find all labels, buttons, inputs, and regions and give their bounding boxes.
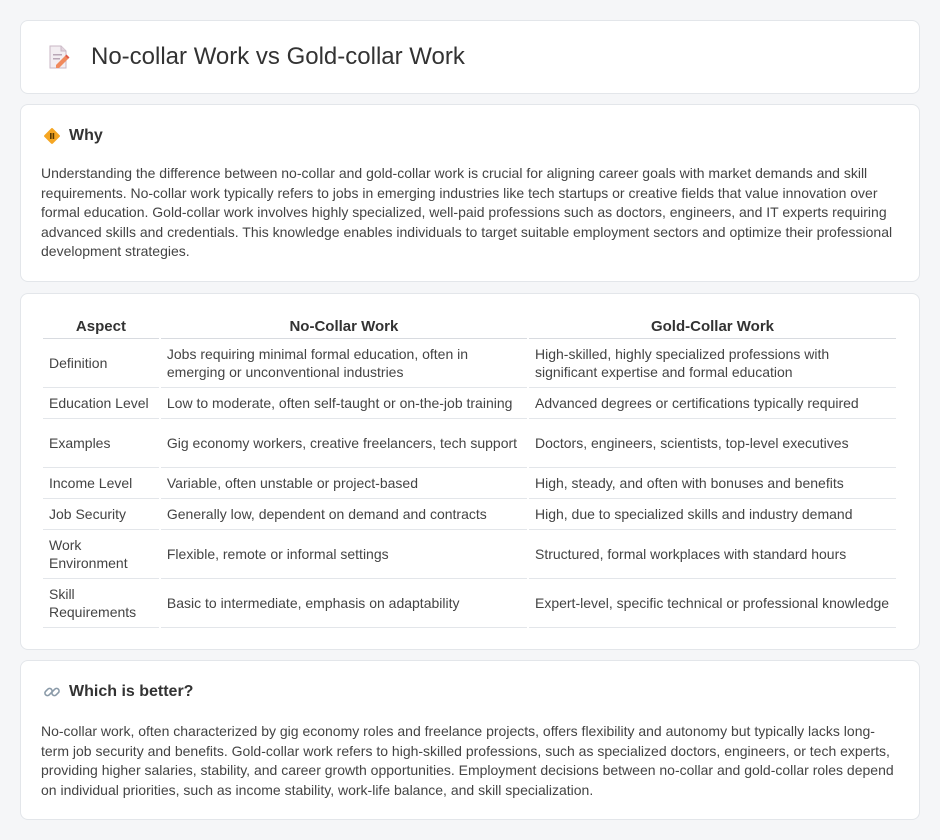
document-edit-icon bbox=[47, 44, 71, 70]
gold-collar-cell: Expert-level, specific technical or professional knowledge bbox=[529, 579, 896, 628]
aspect-cell: Definition bbox=[43, 339, 159, 388]
aspect-cell: Education Level bbox=[43, 388, 159, 419]
no-collar-cell: Basic to intermediate, emphasis on adaptability bbox=[161, 579, 527, 628]
comparison-card bbox=[20, 293, 920, 650]
table-row bbox=[43, 468, 896, 499]
table-header-row bbox=[43, 316, 896, 339]
no-collar-cell: Generally low, dependent on demand and contracts bbox=[161, 499, 527, 530]
why-heading: Why bbox=[69, 127, 103, 144]
header-aspect: Aspect bbox=[43, 316, 159, 339]
table-row bbox=[43, 579, 896, 628]
gold-collar-cell: High, steady, and often with bonuses and benefits bbox=[529, 468, 896, 499]
better-text: No-collar work, often characterized by gig economy roles and freelance projects, offers flexibility and autonomy but typically lacks long-term job security and benefits. Gold-collar work refers to high-skilled professions, such as specialized doctors, engineers, or tech experts, providing higher salaries, stability, and career growth opportunities. Employment decisions between no-collar and gold-collar roles depend on individual priorities, such as income stability, work-life balance, and skill specialization. bbox=[41, 723, 894, 798]
link-icon bbox=[43, 683, 61, 701]
no-collar-cell: Gig economy workers, creative freelancers, tech support bbox=[161, 419, 527, 468]
aspect-cell: Skill Requirements bbox=[43, 579, 159, 628]
gold-collar-cell: Doctors, engineers, scientists, top-level executives bbox=[529, 419, 896, 468]
comparison-table bbox=[41, 316, 898, 628]
table-row bbox=[43, 339, 896, 388]
gold-collar-cell: High, due to specialized skills and industry demand bbox=[529, 499, 896, 530]
no-collar-cell: Jobs requiring minimal formal education, often in emerging or unconventional industries bbox=[161, 339, 527, 388]
better-heading: Which is better? bbox=[69, 683, 194, 700]
aspect-cell: Job Security bbox=[43, 499, 159, 530]
gold-collar-cell: Advanced degrees or certifications typically required bbox=[529, 388, 896, 419]
header-gold-collar: Gold-Collar Work bbox=[529, 316, 896, 339]
no-collar-cell: Flexible, remote or informal settings bbox=[161, 530, 527, 579]
table-row bbox=[43, 388, 896, 419]
table-row bbox=[43, 499, 896, 530]
aspect-cell: Work Environment bbox=[43, 530, 159, 579]
no-collar-cell: Low to moderate, often self-taught or on-the-job training bbox=[161, 388, 527, 419]
aspect-cell: Income Level bbox=[43, 468, 159, 499]
header-card bbox=[20, 20, 920, 94]
page-title: No-collar Work vs Gold-collar Work bbox=[91, 43, 465, 70]
aspect-cell: Examples bbox=[43, 419, 159, 468]
no-collar-cell: Variable, often unstable or project-based bbox=[161, 468, 527, 499]
why-section bbox=[20, 104, 920, 282]
which-is-better-section bbox=[20, 660, 920, 820]
gold-collar-cell: High-skilled, highly specialized professions with significant expertise and formal education bbox=[529, 339, 896, 388]
table-row bbox=[43, 419, 896, 468]
why-text: Understanding the difference between no-collar and gold-collar work is crucial for aligning career goals with market demands and skill requirements. No-collar work typically refers to jobs in emerging industries like tech startups or creative fields that value innovation over formal education. Gold-collar work involves highly specialized, well-paid professions such as doctors, engineers, and IT experts requiring advanced skills and credentials. This knowledge enables individuals to target suitable employment sectors and optimize their professional development strategies. bbox=[41, 165, 893, 260]
table-row bbox=[43, 530, 896, 579]
gold-collar-cell: Structured, formal workplaces with standard hours bbox=[529, 530, 896, 579]
diamond-sign-icon bbox=[43, 127, 61, 145]
header-no-collar: No-Collar Work bbox=[161, 316, 527, 339]
